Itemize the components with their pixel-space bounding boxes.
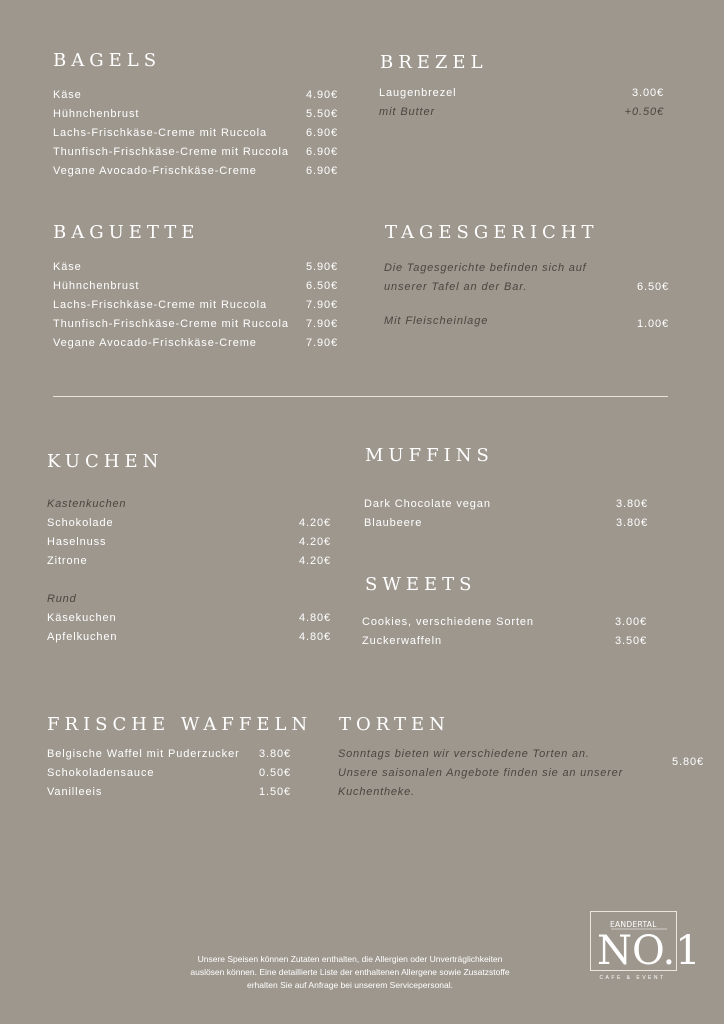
item-name: Thunfisch-Frischkäse-Creme mit Ruccola	[53, 318, 289, 330]
item-price: 4.20€	[298, 555, 331, 567]
section-title-waffeln: FRISCHE WAFFELN	[47, 714, 313, 735]
item-price: 1.00€	[636, 318, 669, 330]
item-price: 4.20€	[298, 517, 331, 529]
item-name: Zuckerwaffeln	[362, 635, 442, 647]
torten-description-2: Unsere saisonalen Angebote finden sie an unserer	[338, 767, 624, 779]
item-name: Käse	[53, 89, 82, 101]
item-price: +0.50€	[624, 106, 664, 118]
item-price: 5.90€	[305, 261, 338, 273]
item-name: Lachs-Frischkäse-Creme mit Ruccola	[53, 127, 267, 139]
torten-description-1: Sonntags bieten wir verschiedene Torten an.	[338, 748, 590, 760]
item-name: Haselnuss	[47, 536, 107, 548]
section-title-brezel: BREZEL	[380, 52, 488, 73]
item-name: Thunfisch-Frischkäse-Creme mit Ruccola	[53, 146, 289, 158]
item-name: Vegane Avocado-Frischkäse-Creme	[53, 165, 257, 177]
logo-subtitle: CAFE & EVENT	[599, 975, 666, 981]
section-title-sweets: SWEETS	[365, 574, 477, 595]
item-price: 3.80€	[615, 517, 648, 529]
item-price: 7.90€	[305, 299, 338, 311]
section-title-baguette: BAGUETTE	[53, 222, 200, 243]
item-name: Schokolade	[47, 517, 114, 529]
item-name: Hühnchenbrust	[53, 280, 140, 292]
item-name: Dark Chocolate vegan	[364, 498, 491, 510]
allergen-notice	[140, 953, 560, 992]
item-name: Laugenbrezel	[379, 87, 457, 99]
item-price: 6.90€	[305, 146, 338, 158]
allergen-notice-line: Unsere Speisen können Zutaten enthalten, die Allergien oder Unverträglichkeiten	[197, 954, 503, 964]
item-name: Apfelkuchen	[47, 631, 118, 643]
section-title-muffins: MUFFINS	[365, 445, 494, 466]
item-price: 4.80€	[298, 631, 331, 643]
section-title-kuchen: KUCHEN	[47, 451, 164, 472]
item-price: 4.80€	[298, 612, 331, 624]
item-price: 6.50€	[305, 280, 338, 292]
allergen-notice-line: auslösen können. Eine detaillierte Liste der enthaltenen Allergene sowie Zusatzstoffe	[190, 967, 510, 977]
section-title-tagesgericht: TAGESGERICHT	[385, 222, 599, 243]
section-title-bagels: BAGELS	[53, 50, 162, 71]
item-name: Lachs-Frischkäse-Creme mit Ruccola	[53, 299, 267, 311]
item-price: 6.90€	[305, 127, 338, 139]
logo-main-text: NO.1	[597, 928, 701, 974]
tagesgericht-description: Die Tagesgerichte befinden sich auf	[384, 262, 587, 274]
item-name: Käse	[53, 261, 82, 273]
item-price: 3.00€	[614, 616, 647, 628]
item-name: mit Butter	[379, 106, 436, 118]
item-price: 4.20€	[298, 536, 331, 548]
item-name: Vanilleeis	[47, 786, 103, 798]
item-price: 0.50€	[258, 767, 291, 779]
subheading-kastenkuchen: Kastenkuchen	[47, 498, 127, 510]
item-name: Blaubeere	[364, 517, 423, 529]
item-price: 3.80€	[258, 748, 291, 760]
item-name: Käsekuchen	[47, 612, 117, 624]
item-name: Schokoladensauce	[47, 767, 155, 779]
item-price: 7.90€	[305, 337, 338, 349]
item-name: Vegane Avocado-Frischkäse-Creme	[53, 337, 257, 349]
logo-top-text: EANDERTAL	[610, 920, 657, 929]
brand-logo-mark	[591, 912, 701, 974]
item-price: 3.50€	[614, 635, 647, 647]
item-name: Belgische Waffel mit Puderzucker	[47, 748, 240, 760]
item-name: Cookies, verschiedene Sorten	[362, 616, 534, 628]
item-price: 5.50€	[305, 108, 338, 120]
item-price: 3.80€	[615, 498, 648, 510]
torten-description-3: Kuchentheke.	[338, 786, 415, 798]
tagesgericht-description-2: unserer Tafel an der Bar.	[384, 281, 528, 293]
item-price: 4.90€	[305, 89, 338, 101]
item-price: 7.90€	[305, 318, 338, 330]
allergen-notice-line: erhalten Sie auf Anfrage bei unserem Servicepersonal.	[246, 980, 453, 990]
brand-logo	[590, 911, 701, 974]
item-name: Hühnchenbrust	[53, 108, 140, 120]
item-name: Zitrone	[47, 555, 88, 567]
section-divider	[53, 396, 668, 397]
section-title-torten: TORTEN	[339, 714, 450, 735]
item-price: 6.50€	[636, 281, 669, 293]
item-name: Mit Fleischeinlage	[384, 315, 489, 327]
item-price: 5.80€	[671, 756, 704, 768]
item-price: 6.90€	[305, 165, 338, 177]
item-price: 1.50€	[258, 786, 291, 798]
subheading-rund: Rund	[47, 593, 77, 605]
item-price: 3.00€	[631, 87, 664, 99]
